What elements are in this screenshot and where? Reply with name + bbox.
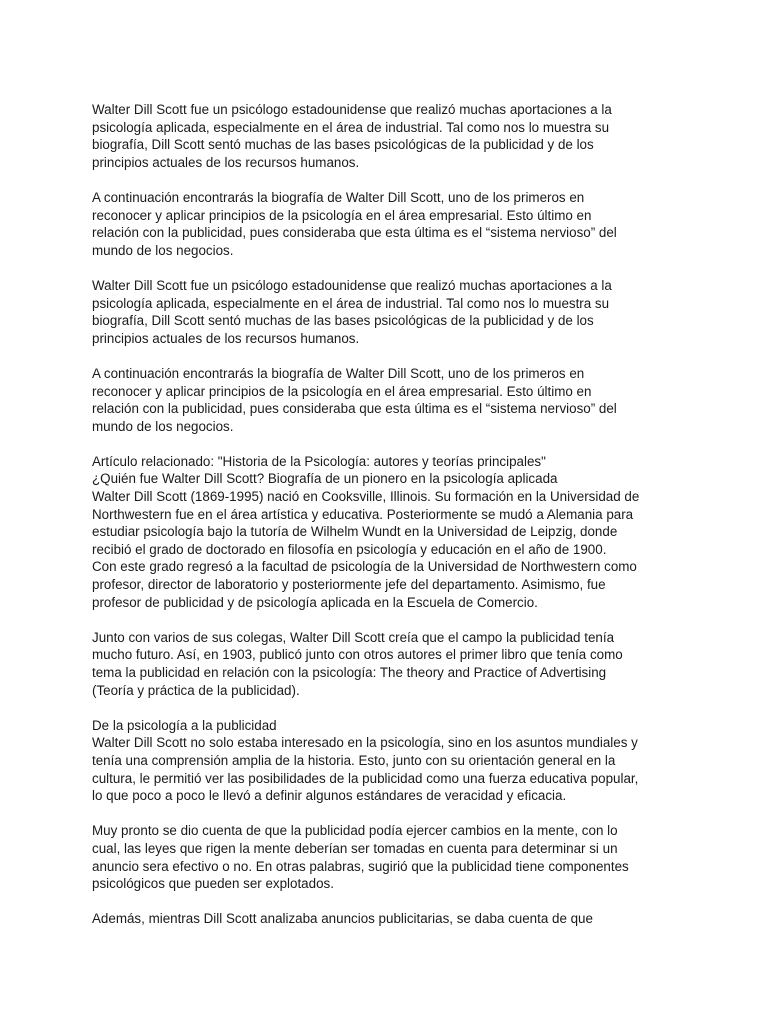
text-line: A continuación encontrarás la biografía de Walter Dill Scott, uno de los primeros en bbox=[92, 365, 585, 381]
text-line: anuncio sera efectivo o no. En otras palabras, sugirió que la publicidad tiene componentes bbox=[92, 858, 629, 874]
text-line: Walter Dill Scott fue un psicólogo estadounidense que realizó muchas aportaciones a la bbox=[92, 277, 612, 293]
text-line: Walter Dill Scott fue un psicólogo estadounidense que realizó muchas aportaciones a la bbox=[92, 102, 612, 117]
text-line: mucho futuro. Así, en 1903, publicó junto con otros autores el primer libro que tenía como bbox=[92, 647, 623, 663]
text-line: relación con la publicidad, pues consideraba que esta última es el “sistema nervioso” del bbox=[92, 225, 617, 241]
text-line: mundo de los negocios. bbox=[92, 418, 234, 434]
text-line: principios actuales de los recursos humanos. bbox=[92, 330, 360, 346]
text-line: profesor, director de laboratorio y posteriormente jefe del departamento. Asimismo, fue bbox=[92, 577, 606, 593]
text-line: reconocer y aplicar principios de la psicología en el área empresarial. Esto último en bbox=[92, 207, 592, 223]
paragraph-intro-repeat bbox=[92, 277, 682, 347]
text-line: A continuación encontrarás la biografía de Walter Dill Scott, uno de los primeros en bbox=[92, 189, 585, 205]
text-line: biografía, Dill Scott sentó muchas de las bases psicológicas de la publicidad y de los bbox=[92, 313, 594, 329]
text-line: cual, las leyes que rigen la mente deberían ser tomadas en cuenta para determinar si un bbox=[92, 840, 618, 856]
text-line: biografía, Dill Scott sentó muchas de las bases psicológicas de la publicidad y de los bbox=[92, 137, 594, 153]
section-heading: ¿Quién fue Walter Dill Scott? Biografía de un pionero en la psicología aplicada bbox=[92, 471, 558, 487]
paragraph-advertising-book bbox=[92, 629, 682, 699]
paragraph-intro bbox=[92, 101, 682, 171]
related-article-line: Artículo relacionado: "Historia de la Psicología: autores y teorías principales" bbox=[92, 453, 546, 469]
text-line: psicología aplicada, especialmente en el área de industrial. Tal como nos lo muestra su bbox=[92, 119, 610, 135]
text-line: Además, mientras Dill Scott analizaba anuncios publicitarias, se daba cuenta de que bbox=[92, 911, 593, 927]
text-line: Northwestern fue en el área artística y educativa. Posteriormente se mudó a Alemania para bbox=[92, 506, 634, 522]
paragraph-continuation-repeat bbox=[92, 365, 682, 435]
text-line: lo que poco a poco le llevó a definir algunos estándares de veracidad y eficacia. bbox=[92, 788, 567, 804]
text-line: reconocer y aplicar principios de la psicología en el área empresarial. Esto último en bbox=[92, 383, 592, 399]
text-line: estudiar psicología bajo la tutoría de Wilhelm Wundt en la Universidad de Leipzig, donde bbox=[92, 524, 618, 540]
section-heading: De la psicología a la publicidad bbox=[92, 717, 277, 733]
text-line: Con este grado regresó a la facultad de psicología de la Universidad de Northwestern como bbox=[92, 559, 637, 575]
text-line: tema la publicidad en relación con la psicología: The theory and Practice of Advertising bbox=[92, 665, 607, 680]
text-line: Walter Dill Scott (1869-1995) nació en Cooksville, Illinois. Su formación en la Universidad de bbox=[92, 489, 640, 505]
text-line: mundo de los negocios. bbox=[92, 242, 234, 258]
text-line: relación con la publicidad, pues consideraba que esta última es el “sistema nervioso” del bbox=[92, 401, 617, 417]
text-line: recibió el grado de doctorado en filosofía en psicología y educación en el año de 1900. bbox=[92, 541, 607, 557]
text-line: (Teoría y práctica de la publicidad). bbox=[92, 682, 300, 698]
paragraph-biography bbox=[92, 453, 682, 611]
text-line: cultura, le permitió ver las posibilidades de la publicidad como una fuerza educativa popular, bbox=[92, 770, 639, 786]
text-line: psicología aplicada, especialmente en el área de industrial. Tal como nos lo muestra su bbox=[92, 295, 610, 311]
paragraph-mind-changes bbox=[92, 822, 682, 892]
text-line: Muy pronto se dio cuenta de que la publicidad podía ejercer cambios en la mente, con lo bbox=[92, 823, 618, 839]
text-line: principios actuales de los recursos humanos. bbox=[92, 154, 360, 170]
text-line: psicológicos que pueden ser explotados. bbox=[92, 876, 334, 892]
text-line: tenía una comprensión amplia de la historia. Esto, junto con su orientación general en la bbox=[92, 752, 616, 768]
document-page bbox=[92, 101, 682, 946]
text-line: Junto con varios de sus colegas, Walter Dill Scott creía que el campo la publicidad tenía bbox=[92, 629, 615, 645]
paragraph-psychology-to-advertising bbox=[92, 717, 682, 805]
paragraph-final bbox=[92, 910, 682, 928]
paragraph-continuation bbox=[92, 189, 682, 259]
text-line: profesor de publicidad y de psicología aplicada en la Escuela de Comercio. bbox=[92, 594, 538, 610]
text-line: Walter Dill Scott no solo estaba interesado en la psicología, sino en los asuntos mundiales y bbox=[92, 735, 638, 751]
